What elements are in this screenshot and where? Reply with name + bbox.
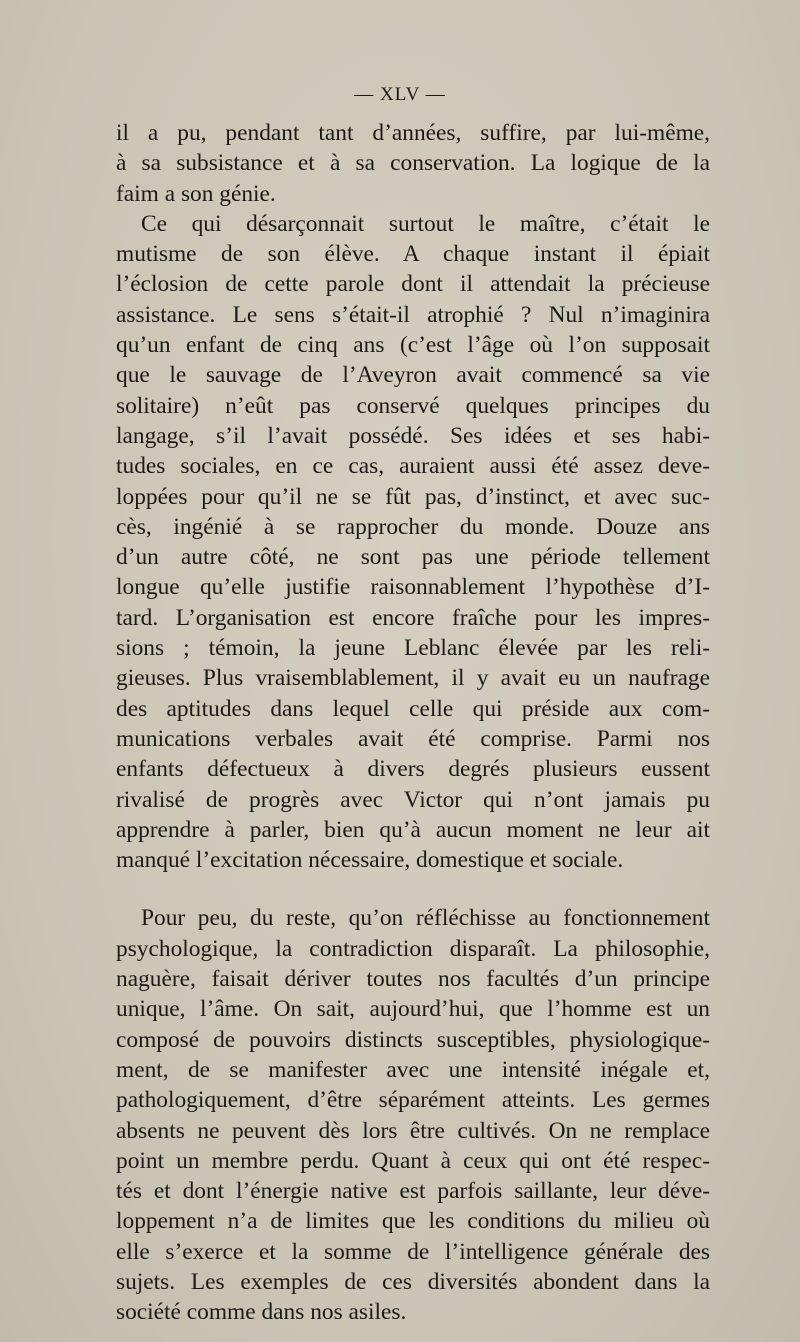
text-line: composé de pouvoirs distincts susceptibles, physiologique- <box>116 1026 710 1053</box>
text-line: unique, l’âme. On sait, aujourd’hui, que l’homme est un <box>116 996 710 1023</box>
text-line: d’un autre côté, ne sont pas une période tellement <box>116 544 710 571</box>
text-line: ment, de se manifester avec une intensité inégale et, <box>116 1056 710 1083</box>
text-line: longue qu’elle justifie raisonnablement l’hypothèse d’I- <box>116 574 710 601</box>
text-line: cès, ingénié à se rapprocher du monde. Douze ans <box>116 513 710 540</box>
paragraph <box>116 209 710 876</box>
text-line: elle s’exerce et la somme de l’intelligence générale des <box>116 1238 710 1265</box>
text-line: assistance. Le sens s’était-il atrophié ? Nul n’imaginira <box>116 301 710 328</box>
text-line: tés et dont l’énergie native est parfois saillante, leur déve- <box>116 1178 710 1205</box>
text-line: sions ; témoin, la jeune Leblanc élevée par les reli- <box>116 635 710 662</box>
body-text <box>116 118 710 1328</box>
text-line: à sa subsistance et à sa conservation. La logique de la <box>116 150 710 177</box>
paragraph <box>116 903 710 1327</box>
text-line: qu’un enfant de cinq ans (c’est l’âge où l’on supposait <box>116 332 710 359</box>
text-line: solitaire) n’eût pas conservé quelques principes du <box>116 392 710 419</box>
text-line: naguère, faisait dériver toutes nos facultés d’un principe <box>116 966 710 993</box>
text-line: que le sauvage de l’Aveyron avait commencé sa vie <box>116 362 710 389</box>
text-line: point un membre perdu. Quant à ceux qui ont été respec- <box>116 1147 710 1174</box>
text-line: sujets. Les exemples de ces diversités abondent dans la <box>116 1268 710 1295</box>
text-line: enfants défectueux à divers degrés plusieurs eussent <box>116 756 710 783</box>
text-line: tard. L’organisation est encore fraîche pour les impres- <box>116 604 710 631</box>
text-line: rivalisé de progrès avec Victor qui n’ont jamais pu <box>116 786 710 813</box>
text-line: psychologique, la contradiction disparaît. La philosophie, <box>116 935 710 962</box>
page-number-header: — XLV — <box>354 84 446 105</box>
text-line: loppées pour qu’il ne se fût pas, d’instinct, et avec suc- <box>116 483 710 510</box>
text-line: tudes sociales, en ce cas, auraient aussi été assez deve- <box>116 453 710 480</box>
text-line: Ce qui désarçonnait surtout le maître, c’était le <box>141 210 710 237</box>
text-line: gieuses. Plus vraisemblablement, il y avait eu un naufrage <box>116 665 710 692</box>
text-line: l’éclosion de cette parole dont il attendait la précieuse <box>116 271 710 298</box>
text-line: munications verbales avait été comprise. Parmi nos <box>116 725 710 752</box>
text-line: mutisme de son élève. A chaque instant il épiait <box>116 241 710 268</box>
text-line: pathologiquement, d’être séparément atteints. Les germes <box>116 1087 710 1114</box>
paragraph <box>116 118 710 209</box>
text-line: faim a son génie. <box>116 180 276 207</box>
text-line: des aptitudes dans lequel celle qui préside aux com- <box>116 695 710 722</box>
text-line: langage, s’il l’avait possédé. Ses idées et ses habi- <box>116 422 710 449</box>
text-line: apprendre à parler, bien qu’à aucun moment ne leur ait <box>116 816 710 843</box>
text-line: société comme dans nos asiles. <box>116 1299 407 1326</box>
text-line: absents ne peuvent dès lors être cultivés. On ne remplace <box>116 1117 710 1144</box>
text-line: manqué l’excitation nécessaire, domestique et sociale. <box>116 847 624 874</box>
text-line: il a pu, pendant tant d’années, suffire, par lui-même, <box>116 120 710 146</box>
text-line: loppement n’a de limites que les conditions du milieu où <box>116 1208 710 1235</box>
text-line: Pour peu, du reste, qu’on réfléchisse au fonctionnement <box>141 905 710 932</box>
